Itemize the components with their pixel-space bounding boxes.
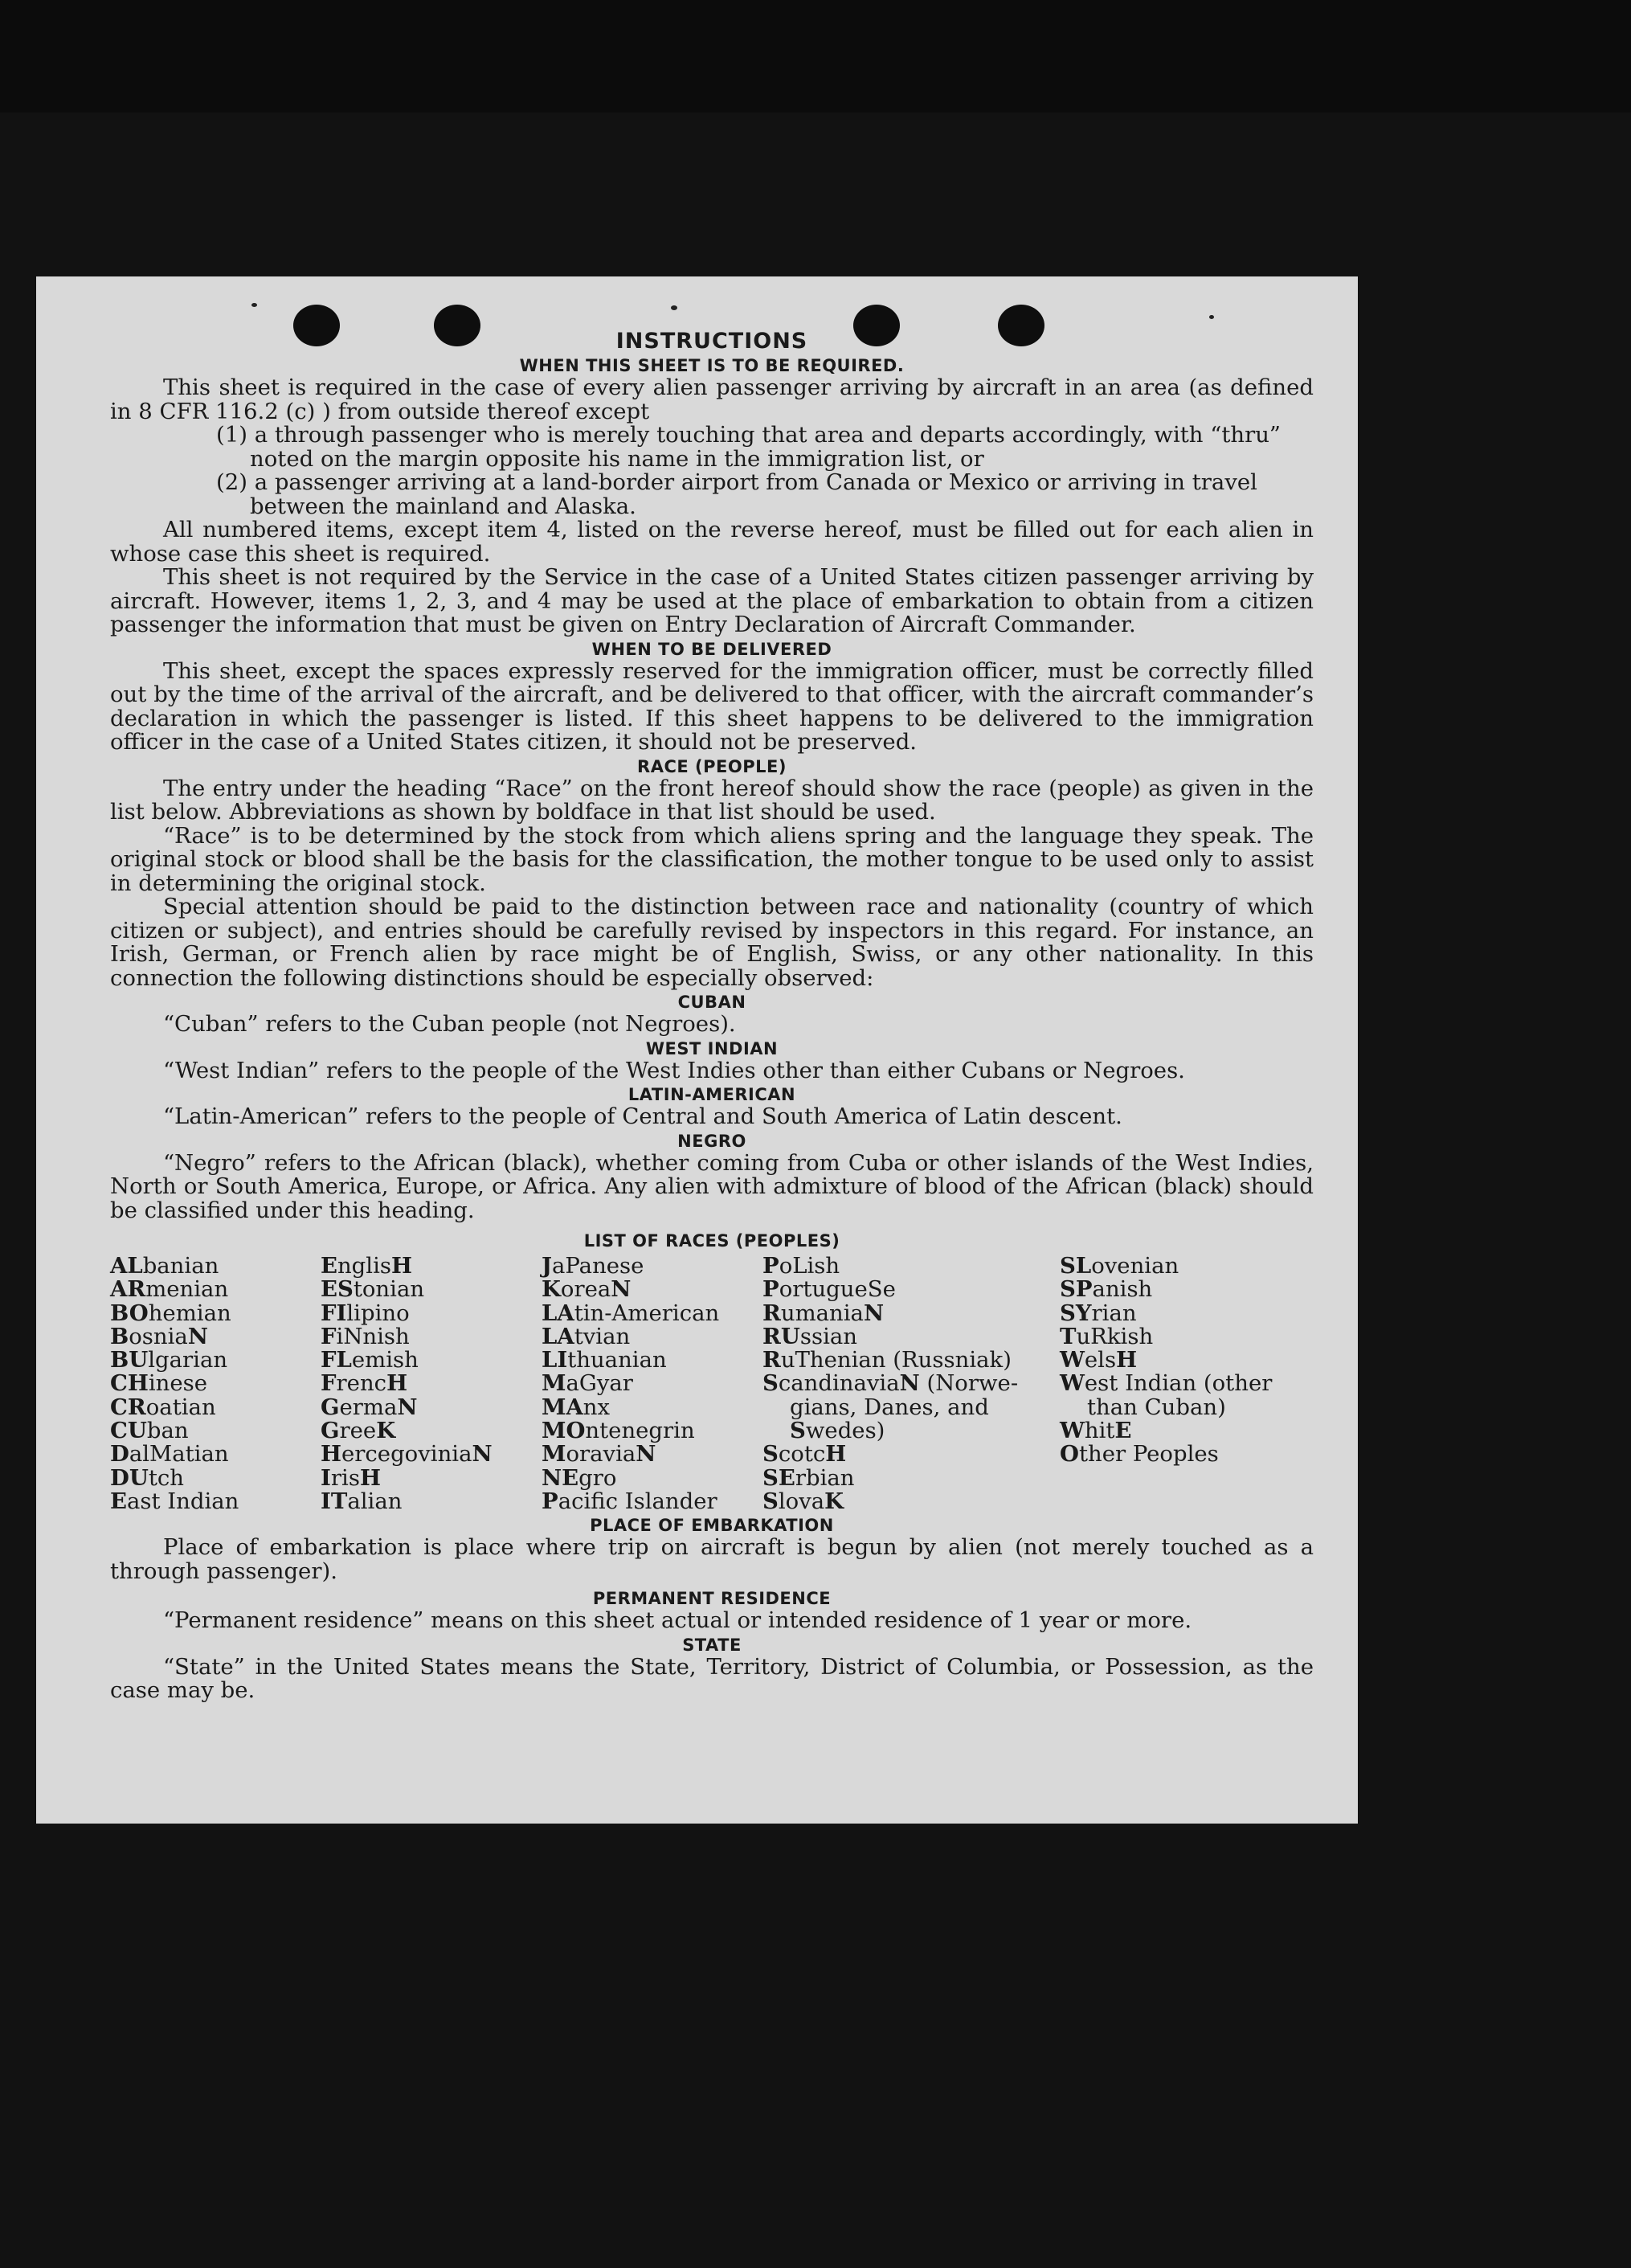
paragraph: Special attention should be paid to the distinction between race and nationality (country of which citizen or subject), and entries should be carefully revised by inspectors in this regard. For instance, an Irish, German, or French alien by race might be of English, Swiss, or any other nationality. In this connection the following distinctions should be especially observed:: [110, 894, 1314, 991]
race-entry: Pacific Islander: [542, 1488, 717, 1514]
race-entry: FiNnish: [321, 1323, 410, 1349]
race-entry: ITalian: [321, 1488, 403, 1514]
section-heading: STATE: [682, 1635, 742, 1655]
speck: [251, 303, 257, 307]
race-entry: LIthuanian: [542, 1347, 667, 1373]
races-heading: LIST OF RACES (PEOPLES): [583, 1231, 840, 1251]
race-entry: BosniaN: [110, 1323, 208, 1349]
section-heading: WHEN TO BE DELIVERED: [591, 639, 832, 659]
paragraph: “State” in the United States means the State, Territory, District of Columbia, or Possession, as the case may be.: [110, 1653, 1314, 1704]
definition-text: “Cuban” refers to the Cuban people (not Negroes).: [163, 1011, 736, 1037]
race-entry: WhitE: [1060, 1418, 1132, 1444]
race-entry: PoLish: [762, 1253, 840, 1279]
race-entry: ScotcH: [762, 1441, 847, 1468]
races-column: [542, 1255, 762, 1513]
paragraph: All numbered items, except item 4, listed on the reverse hereof, must be filled out for each alien in whose case this sheet is required.: [110, 517, 1314, 567]
races-column: [110, 1255, 321, 1513]
race-entry: CUban: [110, 1418, 189, 1444]
race-entry: ScandinaviaN (Norwe-: [762, 1370, 1019, 1397]
definition-text: “West Indian” refers to the people of the West Indies other than either Cubans or Negroes.: [163, 1057, 1185, 1083]
definition-text: “Latin-American” refers to the people of Central and South America of Latin descent.: [163, 1103, 1122, 1129]
races-column: [762, 1255, 1060, 1513]
speck: [671, 305, 677, 310]
race-entry: RUssian: [762, 1323, 857, 1349]
definition-text: “Negro” refers to the African (black), whether coming from Cuba or other islands of the West Indies, North or South America, Europe, or Africa. Any alien with admixture of blood of the African (black) should be classified under this heading.: [110, 1149, 1314, 1223]
race-entry: BUlgarian: [110, 1347, 228, 1373]
race-entry: KoreaN: [542, 1276, 632, 1303]
paragraph: This sheet is not required by the Service in the case of a United States citizen passenger arriving by aircraft. However, items 1, 2, 3, and 4 may be used at the place of embarkation to obtain from a citizen passenger the information that must be given on Entry Declaration of Aircraft Commander.: [110, 564, 1314, 637]
race-entry: CHinese: [110, 1370, 208, 1397]
race-entry: FrencH: [321, 1370, 408, 1397]
race-entry: TuRkish: [1060, 1323, 1154, 1349]
race-entry: MAnx: [542, 1394, 611, 1420]
race-entry: than Cuban): [1087, 1394, 1226, 1420]
punch-hole-3: [853, 305, 900, 346]
race-entry: SlovaK: [762, 1488, 844, 1514]
speck: [1209, 315, 1214, 319]
punch-hole-4: [998, 305, 1044, 346]
race-entry: West Indian (other: [1060, 1370, 1273, 1397]
race-entry: SErbian: [762, 1464, 855, 1491]
paragraph: This sheet, except the spaces expressly reserved for the immigration officer, must be correctly filled out by the time of the arrival of the aircraft, and be delivered to that officer, with the aircraft commander’s declaration in which the passenger is listed. If this sheet happens to be delivered to the immigration officer in the case of a United States citizen, it should not be preserved.: [110, 657, 1314, 755]
section-heading: RACE (PEOPLE): [637, 756, 787, 776]
race-entry: NEgro: [542, 1464, 617, 1491]
race-entry: SLovenian: [1060, 1253, 1179, 1279]
paragraph: “Race” is to be determined by the stock from which aliens spring and the language they speak. The original stock or blood shall be the basis for the classification, the mother tongue to be used only to assist in determining the original stock.: [110, 822, 1314, 896]
race-entry: GreeK: [321, 1418, 396, 1444]
race-entry: gians, Danes, and: [790, 1394, 989, 1420]
race-entry: WelsH: [1060, 1347, 1138, 1373]
races-column: [321, 1255, 542, 1513]
race-entry: RumaniaN: [762, 1300, 885, 1326]
race-entry: MaGyar: [542, 1370, 633, 1397]
race-entry: SYrian: [1060, 1300, 1137, 1326]
race-entry: GermaN: [321, 1394, 418, 1420]
race-entry: RuThenian (Russniak): [762, 1347, 1012, 1373]
instruction-sheet: [36, 276, 1358, 1824]
section-heading: WHEN THIS SHEET IS TO BE REQUIRED.: [519, 356, 905, 375]
race-entry: CRoatian: [110, 1394, 216, 1420]
definition-heading: NEGRO: [677, 1131, 746, 1151]
race-entry: Swedes): [790, 1418, 885, 1444]
race-entry: East Indian: [110, 1488, 239, 1514]
race-entry: HercegoviniaN: [321, 1441, 493, 1468]
paragraph: The entry under the heading “Race” on the front hereof should show the race (people) as given in the list below. Abbreviations as shown by boldface in that list should be used.: [110, 775, 1314, 825]
race-entry: BOhemian: [110, 1300, 231, 1326]
punch-hole-2: [434, 305, 480, 346]
punch-hole-1: [293, 305, 340, 346]
race-entry: MOntenegrin: [542, 1418, 695, 1444]
race-entry: DUtch: [110, 1464, 185, 1491]
definition-heading: CUBAN: [677, 993, 746, 1012]
definition-heading: WEST INDIAN: [645, 1038, 779, 1058]
races-column: [1060, 1255, 1285, 1513]
page-title: INSTRUCTIONS: [615, 329, 808, 354]
scan-top-band: [0, 0, 1631, 113]
list-item: (2) a passenger arriving at a land-border airport from Canada or Mexico or arriving in travel between the mainland and Alaska.: [216, 469, 1257, 519]
paragraph: This sheet is required in the case of every alien passenger arriving by aircraft in an area (as defined in 8 CFR 116.2 (c) ) from outside thereof except: [110, 375, 1314, 424]
race-entry: MoraviaN: [542, 1441, 656, 1468]
race-entry: IrisH: [321, 1464, 381, 1491]
paragraph: Place of embarkation is place where trip on aircraft is begun by alien (not merely touched as a through passenger).: [110, 1534, 1314, 1584]
race-entry: LAtin-American: [542, 1300, 720, 1326]
race-entry: Other Peoples: [1060, 1441, 1219, 1468]
race-entry: ARmenian: [110, 1276, 229, 1303]
races-list: [110, 1255, 1314, 1513]
section-heading: PERMANENT RESIDENCE: [592, 1589, 832, 1609]
race-entry: DalMatian: [110, 1441, 229, 1468]
race-entry: FLemish: [321, 1347, 419, 1373]
race-entry: PortugueSe: [762, 1276, 896, 1303]
race-entry: ALbanian: [110, 1253, 219, 1279]
race-entry: SPanish: [1060, 1276, 1153, 1303]
race-entry: FIlipino: [321, 1300, 410, 1326]
race-entry: EnglisH: [321, 1253, 412, 1279]
race-entry: LAtvian: [542, 1323, 631, 1349]
race-entry: JaPanese: [542, 1253, 644, 1279]
list-item: (1) a through passenger who is merely touching that area and departs accordingly, with “thru” noted on the margin opposite his name in the immigration list, or: [216, 422, 1281, 472]
section-heading: PLACE OF EMBARKATION: [590, 1516, 834, 1536]
definition-heading: LATIN-AMERICAN: [627, 1085, 796, 1104]
race-entry: EStonian: [321, 1276, 425, 1303]
paragraph: “Permanent residence” means on this sheet actual or intended residence of 1 year or more.: [163, 1607, 1192, 1634]
